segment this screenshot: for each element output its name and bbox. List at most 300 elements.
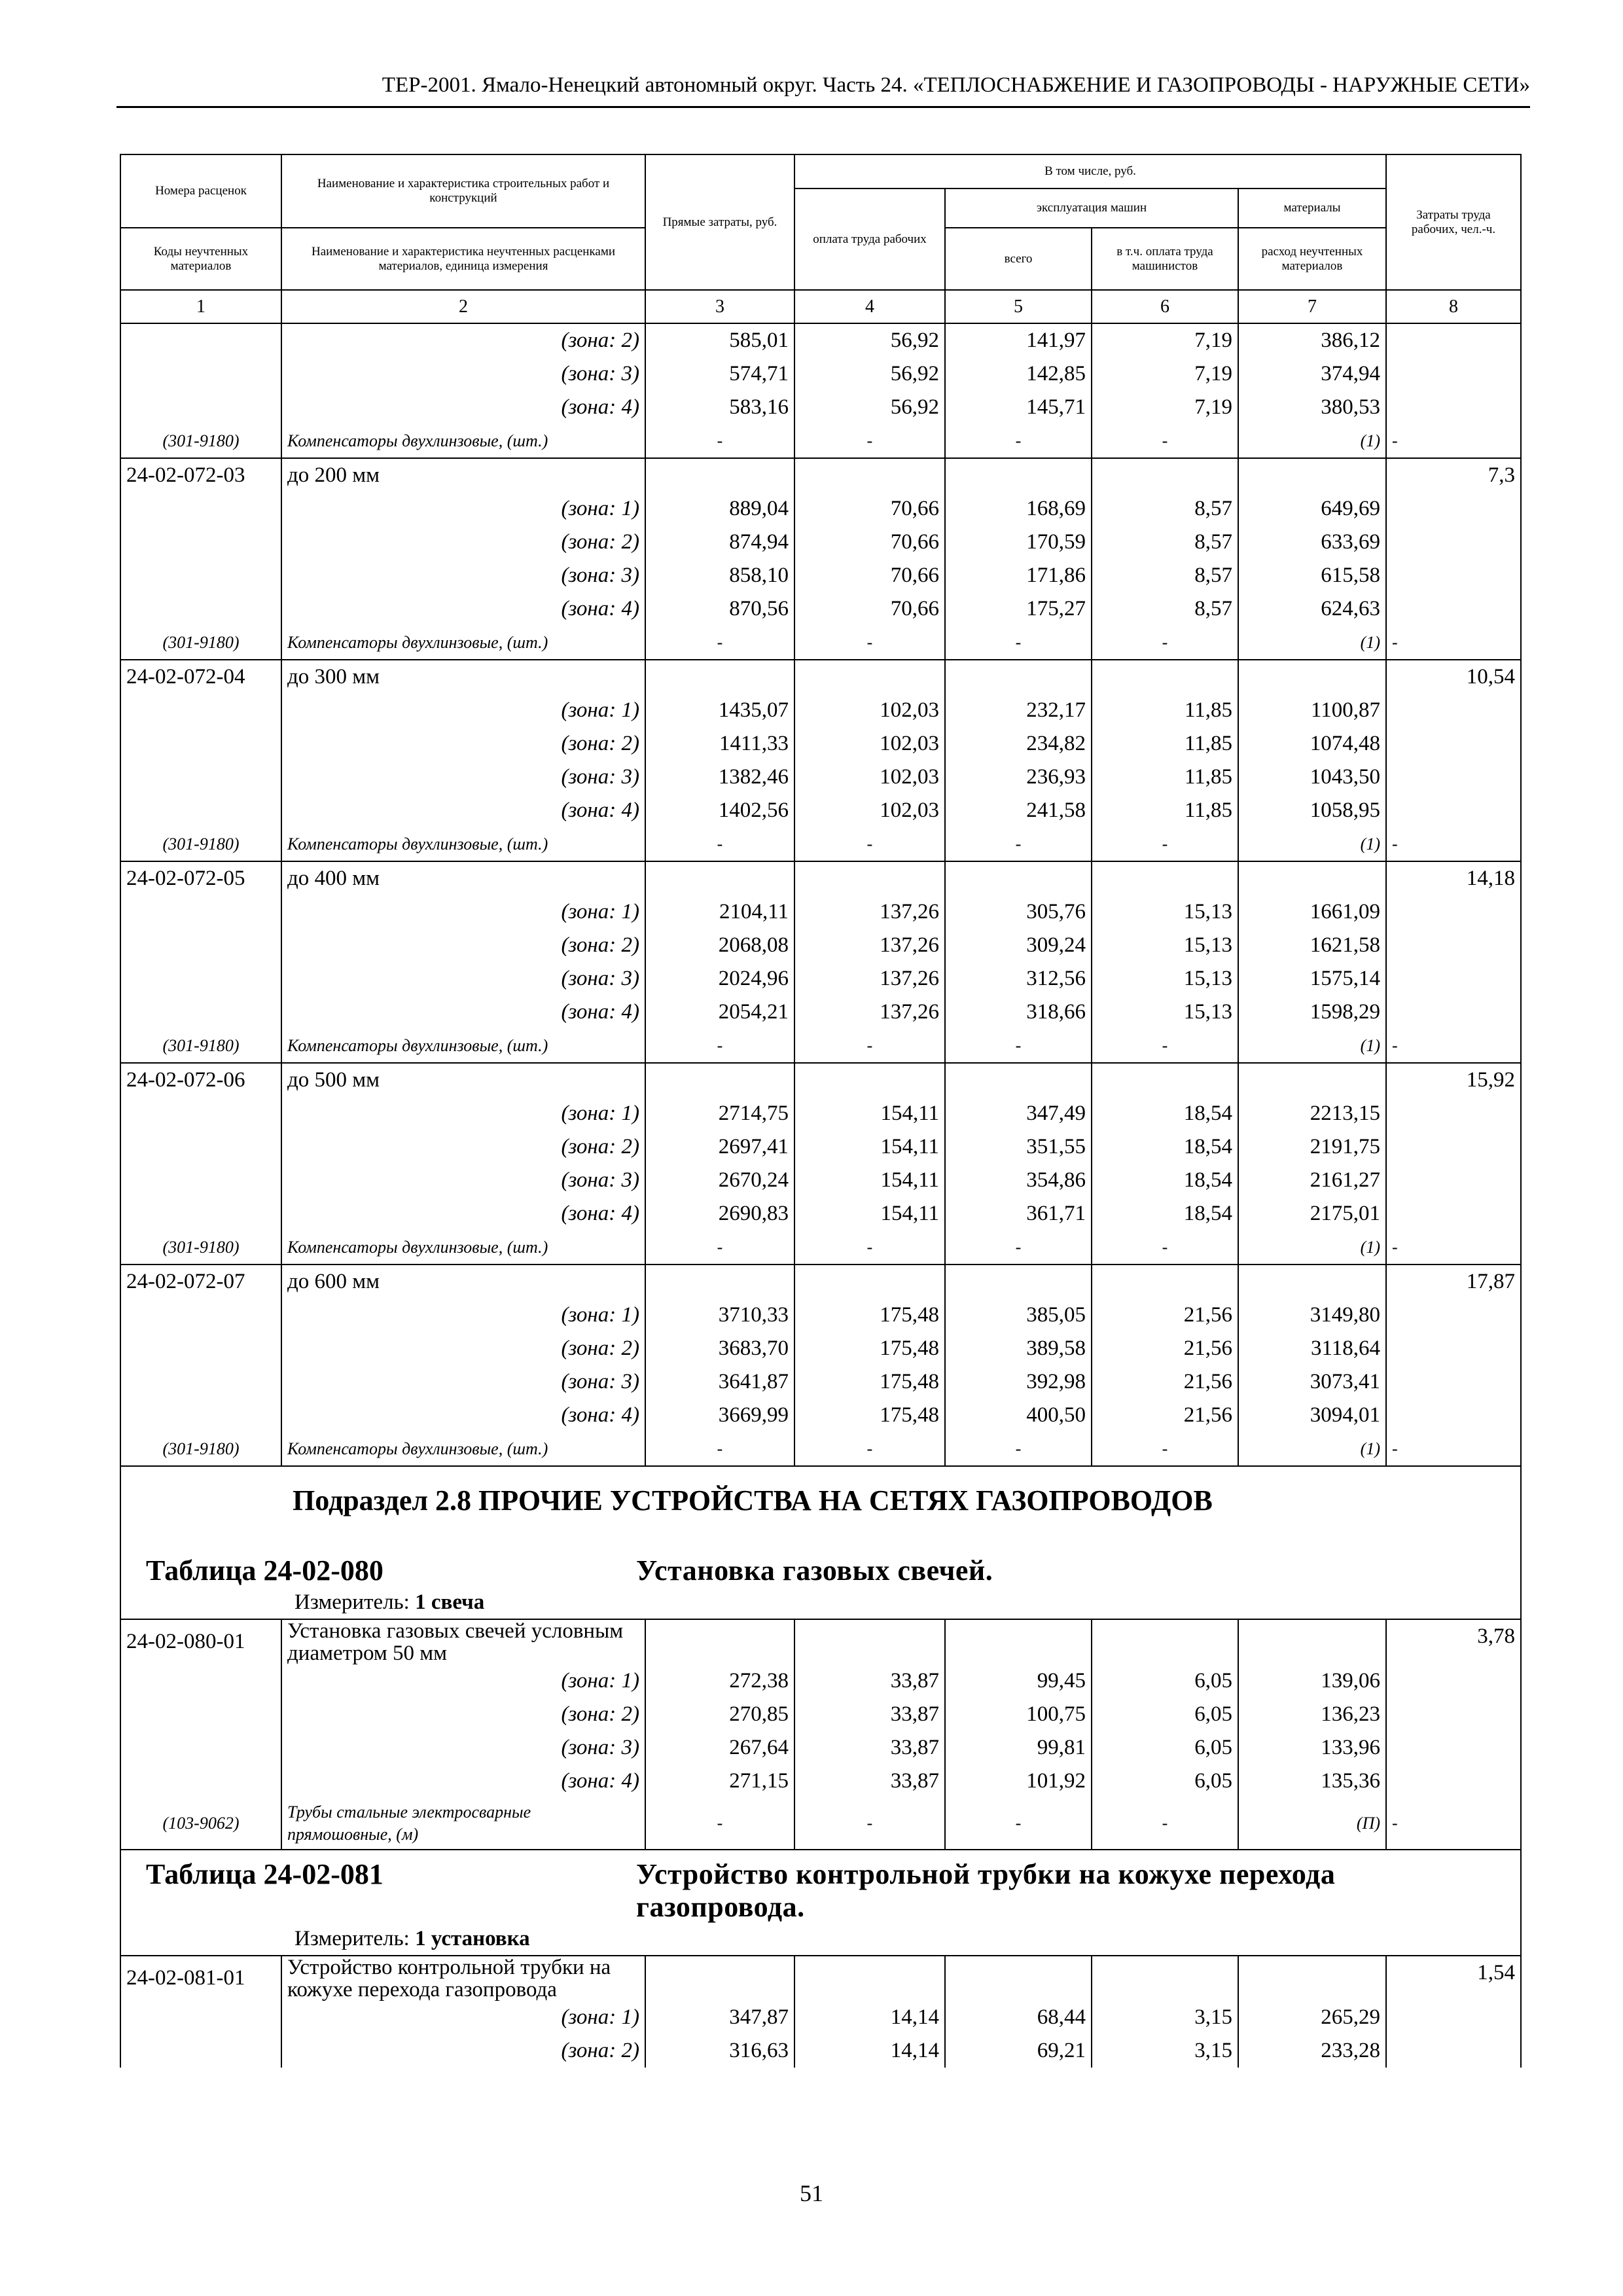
empty-cell xyxy=(1386,794,1521,827)
table-title: Установка газовых свечей. xyxy=(636,1554,993,1587)
column-numbers-row xyxy=(120,290,1521,323)
col1-bottom-header: Коды неучтенных материалов xyxy=(120,228,281,290)
dash-cell: - xyxy=(645,1230,794,1265)
meter-line xyxy=(121,1587,1520,1619)
operators-cost: 15,13 xyxy=(1092,895,1238,929)
material-code: (301-9180) xyxy=(120,1230,281,1265)
empty-cell xyxy=(1092,1619,1238,1664)
dash-cell: - xyxy=(1092,1029,1238,1063)
column-number: 5 xyxy=(945,290,1092,323)
dash-cell: - xyxy=(1092,626,1238,660)
material-qty: (1) xyxy=(1238,1432,1386,1466)
empty-cell xyxy=(945,458,1092,492)
zone-row xyxy=(120,1731,1521,1765)
empty-cell xyxy=(645,861,794,895)
materials-cost: 2161,27 xyxy=(1238,1164,1386,1197)
empty-cell xyxy=(120,1299,281,1332)
materials-cost: 1058,95 xyxy=(1238,794,1386,827)
labor-cost: 33,87 xyxy=(794,1731,945,1765)
page-number: 51 xyxy=(800,2180,823,2206)
machines-cost: 351,55 xyxy=(945,1130,1092,1164)
empty-cell xyxy=(120,694,281,727)
machines-cost: 100,75 xyxy=(945,1698,1092,1731)
empty-cell xyxy=(120,761,281,794)
direct-cost: 1411,33 xyxy=(645,727,794,761)
col7-header: расход неучтенных материалов xyxy=(1238,228,1386,290)
materials-cost: 3149,80 xyxy=(1238,1299,1386,1332)
empty-cell xyxy=(945,660,1092,694)
dash-cell: - xyxy=(645,827,794,861)
empty-cell xyxy=(1092,458,1238,492)
empty-cell xyxy=(1386,2034,1521,2068)
zone-label: (зона: 2) xyxy=(281,1130,645,1164)
empty-cell xyxy=(1386,929,1521,962)
zone-label: (зона: 2) xyxy=(281,526,645,559)
empty-cell xyxy=(120,1164,281,1197)
empty-cell xyxy=(945,1265,1092,1299)
empty-cell xyxy=(1386,1765,1521,1798)
zone-row xyxy=(120,592,1521,626)
dash-cell: - xyxy=(1386,626,1521,660)
labor-cost: 70,66 xyxy=(794,492,945,526)
dash-cell: - xyxy=(794,1798,945,1850)
empty-cell xyxy=(945,1063,1092,1097)
zone-label: (зона: 1) xyxy=(281,694,645,727)
operators-cost: 18,54 xyxy=(1092,1097,1238,1130)
material-qty: (1) xyxy=(1238,1029,1386,1063)
empty-cell xyxy=(120,492,281,526)
empty-cell xyxy=(120,2034,281,2068)
direct-cost: 874,94 xyxy=(645,526,794,559)
labor-cost: 33,87 xyxy=(794,1698,945,1731)
labor-cost: 175,48 xyxy=(794,1299,945,1332)
dash-cell: - xyxy=(1386,424,1521,458)
operators-cost: 21,56 xyxy=(1092,1332,1238,1365)
material-row xyxy=(120,1432,1521,1466)
direct-cost: 889,04 xyxy=(645,492,794,526)
empty-cell xyxy=(794,1063,945,1097)
meter-line xyxy=(121,1924,1520,1955)
empty-cell xyxy=(120,357,281,391)
column-number: 7 xyxy=(1238,290,1386,323)
empty-cell xyxy=(1386,1097,1521,1130)
operators-cost: 11,85 xyxy=(1092,694,1238,727)
materials-cost: 2175,01 xyxy=(1238,1197,1386,1230)
materials-cost: 233,28 xyxy=(1238,2034,1386,2068)
empty-cell xyxy=(1386,996,1521,1029)
empty-cell xyxy=(794,1265,945,1299)
machines-cost: 305,76 xyxy=(945,895,1092,929)
empty-cell xyxy=(120,1731,281,1765)
zone-label: (зона: 1) xyxy=(281,1097,645,1130)
direct-cost: 858,10 xyxy=(645,559,794,592)
labor-cost: 175,48 xyxy=(794,1365,945,1399)
column-number: 1 xyxy=(120,290,281,323)
operators-cost: 15,13 xyxy=(1092,996,1238,1029)
zone-label: (зона: 1) xyxy=(281,1299,645,1332)
price-table xyxy=(120,154,1522,2068)
dash-cell: - xyxy=(1092,1432,1238,1466)
operators-cost: 6,05 xyxy=(1092,1765,1238,1798)
item-code: 24-02-081-01 xyxy=(120,1956,281,2001)
labor-cost: 102,03 xyxy=(794,727,945,761)
labor-cost: 33,87 xyxy=(794,1664,945,1698)
zone-label: (зона: 2) xyxy=(281,727,645,761)
empty-cell xyxy=(1386,1130,1521,1164)
labor-cost: 70,66 xyxy=(794,592,945,626)
machines-cost: 99,81 xyxy=(945,1731,1092,1765)
empty-cell xyxy=(645,1063,794,1097)
empty-cell xyxy=(794,660,945,694)
meter-value: 1 свеча xyxy=(415,1590,485,1614)
empty-cell xyxy=(120,2001,281,2034)
empty-cell xyxy=(794,861,945,895)
item-code: 24-02-072-06 xyxy=(120,1063,281,1097)
operators-cost: 6,05 xyxy=(1092,1664,1238,1698)
empty-cell xyxy=(1386,1197,1521,1230)
column-number: 4 xyxy=(794,290,945,323)
empty-cell xyxy=(120,1197,281,1230)
item-name: до 300 мм xyxy=(281,660,645,694)
item-code: 24-02-080-01 xyxy=(120,1619,281,1664)
operators-cost: 8,57 xyxy=(1092,559,1238,592)
empty-cell xyxy=(945,1619,1092,1664)
dash-cell: - xyxy=(794,1432,945,1466)
material-row xyxy=(120,1798,1521,1850)
zone-label: (зона: 3) xyxy=(281,1164,645,1197)
materials-cost: 649,69 xyxy=(1238,492,1386,526)
material-row xyxy=(120,1230,1521,1265)
direct-cost: 574,71 xyxy=(645,357,794,391)
zone-row xyxy=(120,1765,1521,1798)
materials-cost: 133,96 xyxy=(1238,1731,1386,1765)
empty-cell xyxy=(1238,1619,1386,1664)
materials-cost: 2213,15 xyxy=(1238,1097,1386,1130)
empty-cell xyxy=(645,1619,794,1664)
direct-cost: 2670,24 xyxy=(645,1164,794,1197)
item-code: 24-02-072-07 xyxy=(120,1265,281,1299)
labor-cost: 154,11 xyxy=(794,1197,945,1230)
empty-cell xyxy=(120,1765,281,1798)
zone-row xyxy=(120,357,1521,391)
zone-label: (зона: 4) xyxy=(281,996,645,1029)
empty-cell xyxy=(1386,526,1521,559)
operators-cost: 18,54 xyxy=(1092,1197,1238,1230)
zone-label: (зона: 4) xyxy=(281,391,645,424)
empty-cell xyxy=(1092,1956,1238,2001)
labor-hours: 14,18 xyxy=(1386,861,1521,895)
dash-cell: - xyxy=(945,1432,1092,1466)
direct-cost: 1382,46 xyxy=(645,761,794,794)
empty-cell xyxy=(1386,727,1521,761)
col1-top-header: Номера расценок xyxy=(120,154,281,228)
labor-cost: 14,14 xyxy=(794,2034,945,2068)
dash-cell: - xyxy=(1092,424,1238,458)
material-name: Компенсаторы двухлинзовые, (шт.) xyxy=(281,1432,645,1466)
labor-hours: 15,92 xyxy=(1386,1063,1521,1097)
dash-cell: - xyxy=(645,424,794,458)
empty-cell xyxy=(120,996,281,1029)
item-code: 24-02-072-05 xyxy=(120,861,281,895)
labor-cost: 154,11 xyxy=(794,1130,945,1164)
labor-cost: 102,03 xyxy=(794,794,945,827)
operators-cost: 7,19 xyxy=(1092,357,1238,391)
item-code: 24-02-072-03 xyxy=(120,458,281,492)
materials-cost: 3094,01 xyxy=(1238,1399,1386,1432)
labor-cost: 175,48 xyxy=(794,1332,945,1365)
direct-cost: 272,38 xyxy=(645,1664,794,1698)
materials-cost: 1043,50 xyxy=(1238,761,1386,794)
zone-label: (зона: 2) xyxy=(281,2034,645,2068)
labor-cost: 102,03 xyxy=(794,761,945,794)
table-title: Устройство контрольной трубки на кожухе перехода газопровода. xyxy=(636,1858,1336,1923)
material-name: Компенсаторы двухлинзовые, (шт.) xyxy=(281,827,645,861)
materials-cost: 3073,41 xyxy=(1238,1365,1386,1399)
zone-row xyxy=(120,929,1521,962)
operators-cost: 7,19 xyxy=(1092,391,1238,424)
zone-label: (зона: 3) xyxy=(281,761,645,794)
labor-cost: 137,26 xyxy=(794,996,945,1029)
material-name: Компенсаторы двухлинзовые, (шт.) xyxy=(281,1230,645,1265)
machines-cost: 389,58 xyxy=(945,1332,1092,1365)
labor-cost: 102,03 xyxy=(794,694,945,727)
empty-cell xyxy=(1386,1731,1521,1765)
empty-cell xyxy=(1238,1956,1386,2001)
labor-hours: 3,78 xyxy=(1386,1619,1521,1664)
materials-cost: 139,06 xyxy=(1238,1664,1386,1698)
labor-cost: 14,14 xyxy=(794,2001,945,2034)
empty-cell xyxy=(645,1956,794,2001)
operators-cost: 11,85 xyxy=(1092,761,1238,794)
material-code: (301-9180) xyxy=(120,424,281,458)
item-row xyxy=(120,1956,1521,2001)
empty-cell xyxy=(1386,357,1521,391)
item-row xyxy=(120,660,1521,694)
direct-cost: 2068,08 xyxy=(645,929,794,962)
item-row xyxy=(120,1063,1521,1097)
zone-label: (зона: 3) xyxy=(281,1365,645,1399)
materials-cost: 2191,75 xyxy=(1238,1130,1386,1164)
empty-cell xyxy=(120,1698,281,1731)
materials-cost: 3118,64 xyxy=(1238,1332,1386,1365)
empty-cell xyxy=(645,458,794,492)
zone-row xyxy=(120,727,1521,761)
labor-cost: 56,92 xyxy=(794,391,945,424)
machines-cost: 392,98 xyxy=(945,1365,1092,1399)
zone-row xyxy=(120,962,1521,996)
table-id: Таблица 24-02-081 xyxy=(146,1858,383,1890)
dash-cell: - xyxy=(645,1798,794,1850)
machines-cost: 236,93 xyxy=(945,761,1092,794)
labor-hours: 17,87 xyxy=(1386,1265,1521,1299)
dash-cell: - xyxy=(794,827,945,861)
labor-cost: 137,26 xyxy=(794,962,945,996)
materials-cost: 624,63 xyxy=(1238,592,1386,626)
labor-cost: 175,48 xyxy=(794,1399,945,1432)
column-number: 6 xyxy=(1092,290,1238,323)
direct-cost: 267,64 xyxy=(645,1731,794,1765)
zone-label: (зона: 2) xyxy=(281,323,645,357)
labor-hours: 1,54 xyxy=(1386,1956,1521,2001)
empty-cell xyxy=(120,962,281,996)
group-header: В том числе, руб. xyxy=(794,154,1386,188)
machines-cost: 101,92 xyxy=(945,1765,1092,1798)
zone-row xyxy=(120,1698,1521,1731)
machines-cost: 354,86 xyxy=(945,1164,1092,1197)
item-name: до 500 мм xyxy=(281,1063,645,1097)
zone-row xyxy=(120,391,1521,424)
column-number: 3 xyxy=(645,290,794,323)
material-row xyxy=(120,1029,1521,1063)
dash-cell: - xyxy=(1386,1029,1521,1063)
empty-cell xyxy=(120,1130,281,1164)
direct-cost: 3669,99 xyxy=(645,1399,794,1432)
material-name: Компенсаторы двухлинзовые, (шт.) xyxy=(281,1029,645,1063)
material-qty: (П) xyxy=(1238,1798,1386,1850)
dash-cell: - xyxy=(794,626,945,660)
machines-cost: 232,17 xyxy=(945,694,1092,727)
table-id: Таблица 24-02-080 xyxy=(146,1554,383,1587)
operators-cost: 8,57 xyxy=(1092,526,1238,559)
empty-cell xyxy=(1238,458,1386,492)
table-title-line xyxy=(121,1554,1520,1587)
empty-cell xyxy=(1238,1265,1386,1299)
machines-cost: 99,45 xyxy=(945,1664,1092,1698)
operators-cost: 21,56 xyxy=(1092,1365,1238,1399)
materials-cost: 1575,14 xyxy=(1238,962,1386,996)
zone-row xyxy=(120,526,1521,559)
meter-label: Измеритель: xyxy=(294,1927,410,1950)
zone-label: (зона: 4) xyxy=(281,1197,645,1230)
zone-row xyxy=(120,794,1521,827)
item-name: Устройство контрольной трубки на кожухе перехода газопровода xyxy=(281,1956,645,2001)
materials-cost: 1621,58 xyxy=(1238,929,1386,962)
operators-cost: 15,13 xyxy=(1092,929,1238,962)
col3-header: Прямые затраты, руб. xyxy=(645,154,794,290)
labor-cost: 70,66 xyxy=(794,559,945,592)
material-code: (301-9180) xyxy=(120,1029,281,1063)
labor-cost: 154,11 xyxy=(794,1164,945,1197)
materials-cost: 1074,48 xyxy=(1238,727,1386,761)
direct-cost: 3683,70 xyxy=(645,1332,794,1365)
direct-cost: 2697,41 xyxy=(645,1130,794,1164)
dash-cell: - xyxy=(1386,1432,1521,1466)
empty-cell xyxy=(1386,1399,1521,1432)
material-row xyxy=(120,626,1521,660)
zone-row xyxy=(120,895,1521,929)
empty-cell xyxy=(1386,592,1521,626)
empty-cell xyxy=(120,929,281,962)
empty-cell xyxy=(120,592,281,626)
operators-cost: 11,85 xyxy=(1092,727,1238,761)
dash-cell: - xyxy=(945,827,1092,861)
empty-cell xyxy=(1092,1063,1238,1097)
material-qty: (1) xyxy=(1238,626,1386,660)
zone-row xyxy=(120,1197,1521,1230)
labor-cost: 56,92 xyxy=(794,357,945,391)
machines-cost: 400,50 xyxy=(945,1399,1092,1432)
material-name: Трубы стальные электросварные прямошовные, (м) xyxy=(281,1798,645,1850)
materials-cost: 380,53 xyxy=(1238,391,1386,424)
dash-cell: - xyxy=(945,424,1092,458)
dash-cell: - xyxy=(945,1029,1092,1063)
direct-cost: 2104,11 xyxy=(645,895,794,929)
zone-row xyxy=(120,1399,1521,1432)
direct-cost: 870,56 xyxy=(645,592,794,626)
empty-cell xyxy=(1238,1063,1386,1097)
dash-cell: - xyxy=(1092,1230,1238,1265)
labor-cost: 70,66 xyxy=(794,526,945,559)
section-row xyxy=(120,1850,1521,1956)
zone-row xyxy=(120,323,1521,357)
zone-label: (зона: 3) xyxy=(281,559,645,592)
direct-cost: 2024,96 xyxy=(645,962,794,996)
empty-cell xyxy=(1386,1332,1521,1365)
item-row xyxy=(120,1619,1521,1664)
zone-label: (зона: 1) xyxy=(281,492,645,526)
labor-cost: 137,26 xyxy=(794,929,945,962)
labor-hours: 7,3 xyxy=(1386,458,1521,492)
material-row xyxy=(120,827,1521,861)
item-row xyxy=(120,1265,1521,1299)
empty-cell xyxy=(1386,492,1521,526)
machines-cost: 69,21 xyxy=(945,2034,1092,2068)
zone-row xyxy=(120,1664,1521,1698)
materials-cost: 615,58 xyxy=(1238,559,1386,592)
empty-cell xyxy=(120,559,281,592)
section-row xyxy=(120,1466,1521,1619)
dash-cell: - xyxy=(1386,827,1521,861)
machines-cost: 234,82 xyxy=(945,727,1092,761)
zone-label: (зона: 2) xyxy=(281,929,645,962)
machines-cost: 141,97 xyxy=(945,323,1092,357)
material-code: (301-9180) xyxy=(120,827,281,861)
direct-cost: 2054,21 xyxy=(645,996,794,1029)
zone-row xyxy=(120,1130,1521,1164)
empty-cell xyxy=(120,1664,281,1698)
machines-header: эксплуатация машин xyxy=(945,188,1238,228)
dash-cell: - xyxy=(1092,827,1238,861)
dash-cell: - xyxy=(1092,1798,1238,1850)
item-name: до 600 мм xyxy=(281,1265,645,1299)
empty-cell xyxy=(120,323,281,357)
empty-cell xyxy=(1386,2001,1521,2034)
operators-cost: 18,54 xyxy=(1092,1130,1238,1164)
table-title-line xyxy=(121,1858,1520,1924)
zone-label: (зона: 1) xyxy=(281,895,645,929)
machines-cost: 312,56 xyxy=(945,962,1092,996)
machines-cost: 168,69 xyxy=(945,492,1092,526)
direct-cost: 2690,83 xyxy=(645,1197,794,1230)
empty-cell xyxy=(945,861,1092,895)
direct-cost: 583,16 xyxy=(645,391,794,424)
direct-cost: 347,87 xyxy=(645,2001,794,2034)
materials-header: материалы xyxy=(1238,188,1386,228)
col8-header: Затраты труда рабочих, чел.-ч. xyxy=(1386,154,1521,290)
empty-cell xyxy=(120,1365,281,1399)
empty-cell xyxy=(1386,962,1521,996)
running-header xyxy=(116,71,1530,108)
empty-cell xyxy=(120,1399,281,1432)
zone-label: (зона: 2) xyxy=(281,1698,645,1731)
dash-cell: - xyxy=(945,1230,1092,1265)
empty-cell xyxy=(1386,1698,1521,1731)
dash-cell: - xyxy=(645,1432,794,1466)
empty-cell xyxy=(1386,761,1521,794)
materials-cost: 386,12 xyxy=(1238,323,1386,357)
empty-cell xyxy=(1386,391,1521,424)
direct-cost: 3710,33 xyxy=(645,1299,794,1332)
